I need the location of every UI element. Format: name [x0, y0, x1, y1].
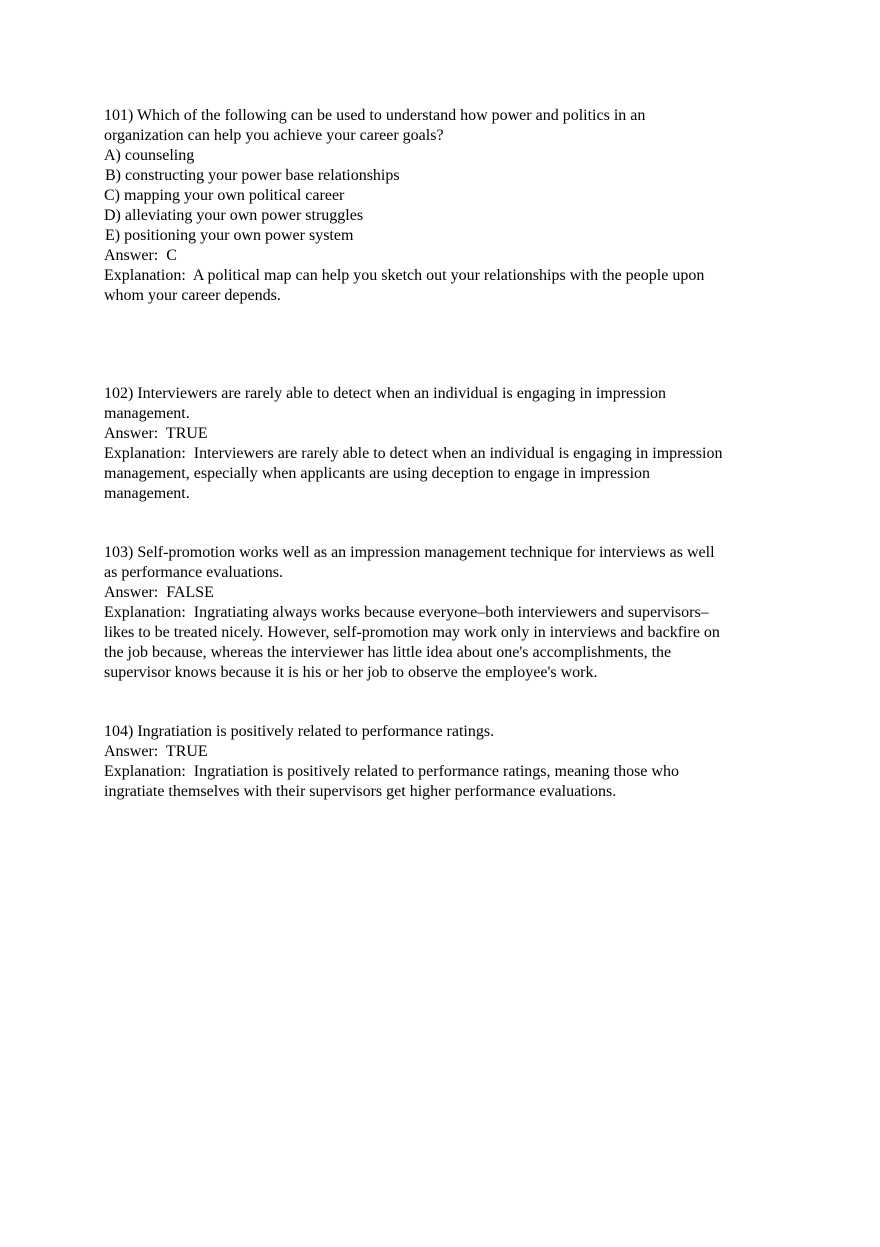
explanation-line: Explanation: A political map can help you sketch out your relationships with the people upon — [104, 267, 705, 284]
explanation-line: Explanation: Interviewers are rarely able to detect when an individual is engaging in impression — [104, 445, 723, 462]
question-stem-line: as performance evaluations. — [104, 564, 284, 581]
answer-option-e: E) positioning your own power system — [105, 227, 354, 244]
question-101 — [104, 106, 794, 306]
answer-key: Answer: TRUE — [104, 425, 208, 442]
question-103 — [104, 543, 794, 683]
explanation-line: Explanation: Ingratiating always works because everyone–both interviewers and supervisors– — [104, 604, 709, 621]
question-stem-line: 104) Ingratiation is positively related to performance ratings. — [104, 723, 495, 740]
answer-option-d: D) alleviating your own power struggles — [104, 207, 364, 224]
answer-option-c: C) mapping your own political career — [104, 187, 345, 204]
question-stem-line: organization can help you achieve your career goals? — [104, 127, 444, 144]
explanation-line: management, especially when applicants are using deception to engage in impression — [104, 465, 651, 482]
question-102 — [104, 384, 794, 504]
answer-key: Answer: TRUE — [104, 743, 208, 760]
question-stem-line: 103) Self-promotion works well as an impression management technique for interviews as well — [104, 544, 715, 561]
question-stem-line: management. — [104, 405, 190, 422]
explanation-line: the job because, whereas the interviewer has little idea about one's accomplishments, the — [104, 644, 672, 661]
explanation-line: ingratiate themselves with their supervisors get higher performance evaluations. — [104, 783, 617, 800]
explanation-line: whom your career depends. — [104, 287, 281, 304]
explanation-line: Explanation: Ingratiation is positively related to performance ratings, meaning those who — [104, 763, 679, 780]
question-104 — [104, 722, 794, 802]
explanation-line: likes to be treated nicely. However, self-promotion may work only in interviews and backfire on — [104, 624, 720, 641]
answer-key: Answer: FALSE — [104, 584, 214, 601]
question-stem-line: 102) Interviewers are rarely able to detect when an individual is engaging in impression — [104, 385, 667, 402]
answer-key: Answer: C — [104, 247, 177, 264]
answer-option-b: B) constructing your power base relationships — [105, 167, 400, 184]
explanation-line: supervisor knows because it is his or her job to observe the employee's work. — [104, 664, 598, 681]
answer-option-a: A) counseling — [104, 147, 195, 164]
question-stem-line: 101) Which of the following can be used to understand how power and politics in an — [104, 107, 646, 124]
explanation-line: management. — [104, 485, 190, 502]
